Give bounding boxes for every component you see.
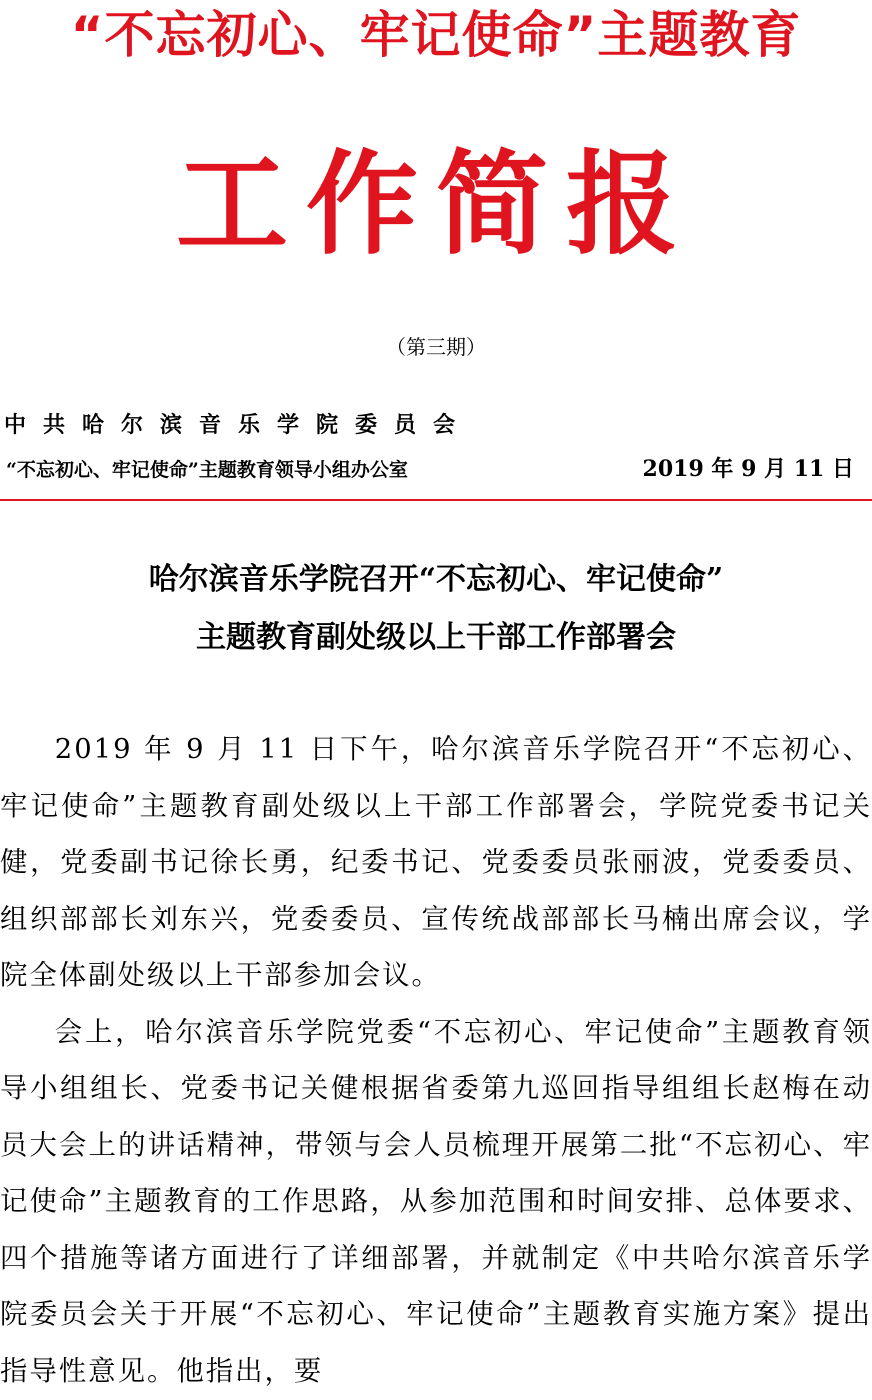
article-paragraph: 会上，哈尔滨音乐学院党委“不忘初心、牢记使命”主题教育领导小组组长、党委书记关健根据省委第九巡回指导组组长赵梅在动员大会上的讲话精神，带领与会人员梳理开展第二批“不忘初心、牢记使命”主题教育的工作思路，从参加范围和时间安排、总体要求、四个措施等诸方面进行了详细部署，并就制定《中共哈尔滨音乐学院委员会关于开展“不忘初心、牢记使命”主题教育实施方案》提出指导性意见。他指出，要 (0, 1005, 872, 1400)
article-headline-line-2: 主题教育副处级以上干部工作部署会 (0, 615, 872, 661)
issuing-organization: 中共哈尔滨音乐学院委员会 (4, 408, 472, 442)
bulletin-title: 工作简报 (0, 140, 872, 270)
issue-number: （第三期） (0, 332, 872, 362)
issuing-office: “不忘初心、牢记使命”主题教育领导小组办公室 (6, 455, 408, 485)
article-body (0, 722, 872, 1400)
campaign-banner: “不忘初心、牢记使命”主题教育 (0, 2, 872, 68)
article-headline-line-1: 哈尔滨音乐学院召开“不忘初心、牢记使命” (0, 557, 872, 603)
article-paragraph: 2019 年 9 月 11 日下午，哈尔滨音乐学院召开“不忘初心、牢记使命”主题教育副处级以上干部工作部署会，学院党委书记关健，党委副书记徐长勇，纪委书记、党委委员张丽波，党委委员、组织部部长刘东兴，党委委员、宣传统战部部长马楠出席会议，学院全体副处级以上干部参加会议。 (0, 722, 872, 1005)
red-divider-line (0, 499, 872, 501)
issue-date: 2019 年 9 月 11 日 (643, 453, 854, 485)
